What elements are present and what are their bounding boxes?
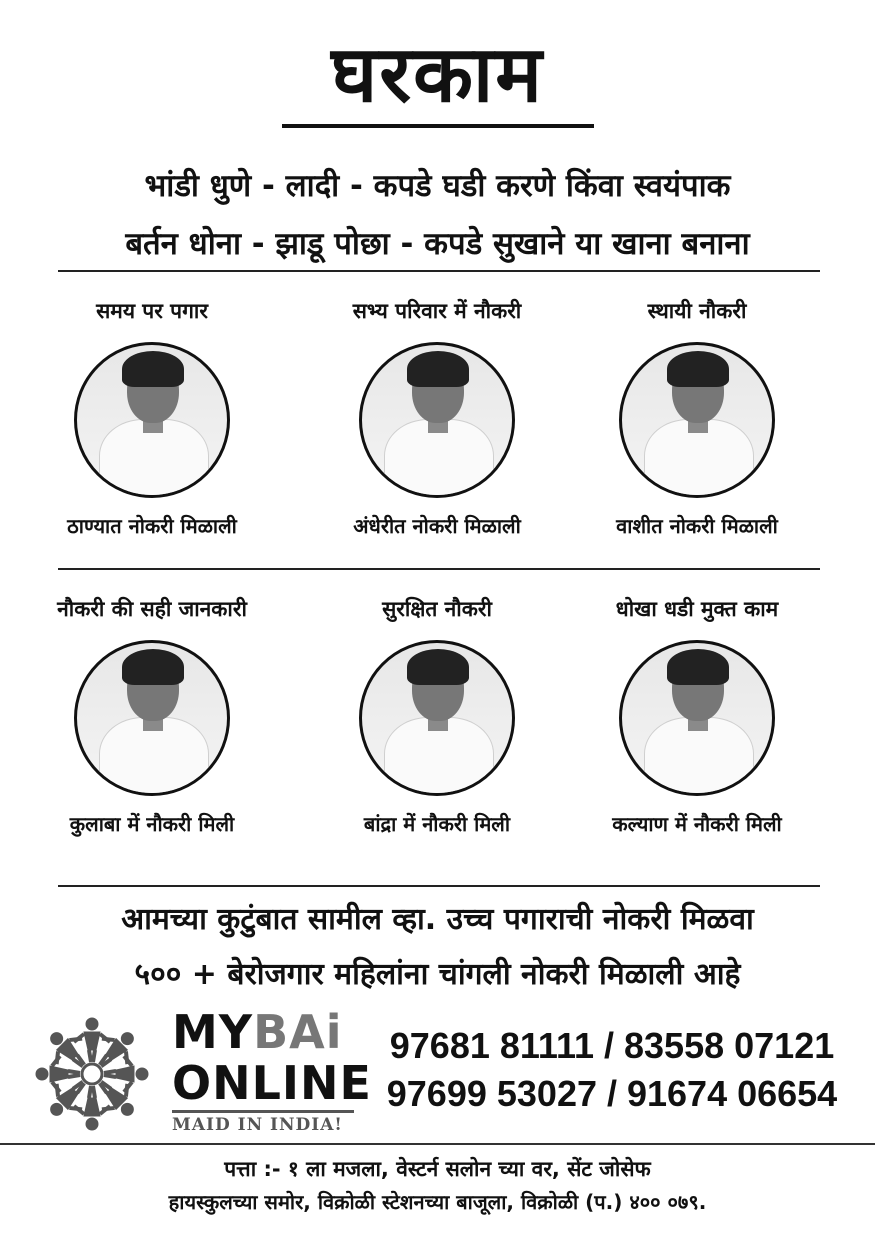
brand-line-1 (172, 1006, 354, 1058)
worker-photo (619, 342, 775, 498)
placement-label: कल्याण में नौकरी मिली (612, 812, 782, 836)
benefit-label: सुरक्षित नौकरी (382, 597, 492, 621)
footer-divider (0, 1143, 875, 1145)
benefit-label: धोखा धडी मुक्त काम (615, 597, 779, 621)
phone-numbers (372, 1022, 852, 1118)
testimonial-card (562, 594, 832, 838)
brand-my: MY (172, 1005, 254, 1059)
join-message: आमच्या कुटुंबात सामील व्हा. उच्च पगाराची नोकरी मिळवा (121, 902, 754, 937)
benefit-label: समय पर पगार (96, 299, 208, 323)
tasks-hindi: बर्तन धोना - झाडू पोछा - कपडे सुखाने या खाना बनाना (125, 226, 750, 262)
testimonial-card (562, 296, 832, 540)
address-line-1: पत्ता :- १ ला मजला, वेस्टर्न सलोन च्या वर, सेंट जोसेफ (224, 1157, 651, 1181)
testimonial-card (302, 594, 572, 838)
divider (58, 270, 820, 272)
testimonial-card (17, 594, 287, 838)
worker-photo (619, 640, 775, 796)
brand-tagline: MAID IN INDIA! (172, 1110, 354, 1135)
placement-label: बांद्रा में नौकरी मिली (363, 812, 511, 836)
worker-photo (359, 640, 515, 796)
worker-photo (359, 342, 515, 498)
benefit-label: स्थायी नौकरी (647, 299, 747, 323)
success-message: ५०० + बेरोजगार महिलांना चांगली नोकरी मिळाली आहे (134, 957, 741, 992)
brand-bai: BAi (253, 1005, 343, 1059)
divider (58, 885, 820, 887)
brand-online: ONLINE (172, 1056, 372, 1110)
placement-label: कुलाबा में नौकरी मिली (69, 812, 235, 836)
placement-label: अंधेरीत नोकरी मिळाली (353, 514, 521, 538)
page-title: घरकाम (331, 30, 544, 120)
phone-line-1: 97681 81111 / 83558 07121 (389, 1025, 835, 1066)
title-underline (282, 124, 594, 128)
brand-wordmark (172, 1005, 372, 1135)
people-circle-star-icon (22, 1010, 162, 1138)
tasks-marathi: भांडी धुणे - लादी - कपडे घडी करणे किंवा स्वयंपाक (144, 168, 731, 204)
testimonial-card (17, 296, 287, 540)
address-line-2: हायस्कुलच्या समोर, विक्रोळी स्टेशनच्या बाजूला, विक्रोळी (प.) ४०० ०७९. (168, 1190, 707, 1214)
benefit-label: सभ्य परिवार में नौकरी (352, 299, 522, 323)
testimonial-card (302, 296, 572, 540)
worker-photo (74, 342, 230, 498)
worker-photo (74, 640, 230, 796)
divider (58, 568, 820, 570)
phone-line-2: 97699 53027 / 91674 06654 (386, 1073, 838, 1114)
placement-label: ठाण्यात नोकरी मिळाली (67, 514, 237, 538)
benefit-label: नौकरी की सही जानकारी (57, 597, 247, 621)
placement-label: वाशीत नोकरी मिळाली (616, 514, 778, 538)
